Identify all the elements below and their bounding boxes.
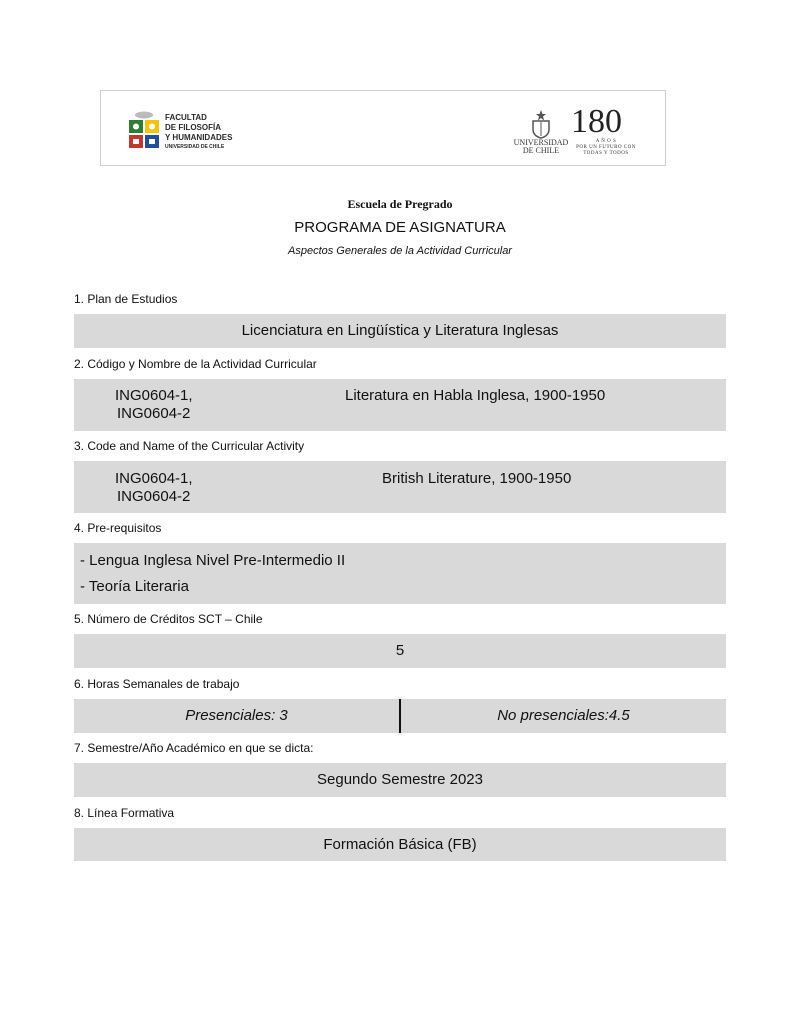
creditos-label: 5. Número de Créditos SCT – Chile <box>74 612 263 626</box>
creditos-field <box>74 634 726 668</box>
creditos-value: 5 <box>395 642 405 659</box>
prereq-field <box>74 543 726 604</box>
prereq-item-2: - Teoría Literaria <box>80 578 189 595</box>
anniversary-text: A Ñ O S POR UN FUTURO CON TODAS Y TODOS <box>576 139 636 156</box>
plan-field <box>74 314 726 348</box>
linea-label: 8. Línea Formativa <box>74 806 175 820</box>
codigo-code-2: ING0604-2 <box>117 405 191 422</box>
prereq-item-1: - Lengua Inglesa Nivel Pre-Intermedio II <box>80 552 346 569</box>
document-subtitle: Aspectos Generales de la Actividad Curricular <box>288 245 512 257</box>
school-name: Escuela de Pregrado <box>347 197 453 211</box>
code-en-field <box>74 461 726 513</box>
code-en-name: British Literature, 1900-1950 <box>382 470 572 487</box>
semestre-label: 7. Semestre/Año Académico en que se dicta: <box>74 741 314 755</box>
document-title: PROGRAMA DE ASIGNATURA <box>294 219 506 236</box>
plan-value: Licenciatura en Lingüística y Literatura Inglesas <box>241 322 559 339</box>
codigo-field <box>74 379 726 431</box>
code-en-code-2: ING0604-2 <box>117 488 191 505</box>
linea-field <box>74 828 726 861</box>
codigo-name: Literatura en Habla Inglesa, 1900-1950 <box>345 387 606 404</box>
codigo-code-1: ING0604-1, <box>115 387 193 404</box>
horas-field <box>74 699 726 733</box>
codigo-label: 2. Código y Nombre de la Actividad Curricular <box>74 357 317 371</box>
university-name: UNIVERSIDAD DE CHILE <box>513 138 569 155</box>
university-crest-icon <box>529 109 553 139</box>
linea-value: Formación Básica (FB) <box>323 836 477 853</box>
code-en-label: 3. Code and Name of the Curricular Activity <box>74 439 305 453</box>
faculty-name: FACULTAD DE FILOSOFÍA Y HUMANIDADES UNIVERSIDAD DE CHILE <box>165 113 233 150</box>
anniversary-number: 180 <box>571 103 622 140</box>
horas-no-presenciales: No presenciales:4.5 <box>497 707 630 724</box>
semestre-value: Segundo Semestre 2023 <box>317 771 483 788</box>
prereq-label: 4. Pre-requisitos <box>74 521 162 535</box>
faculty-logo-icon <box>127 111 161 151</box>
header-banner <box>100 90 666 166</box>
plan-label: 1. Plan de Estudios <box>74 292 178 306</box>
code-en-code-1: ING0604-1, <box>115 470 193 487</box>
horas-label: 6. Horas Semanales de trabajo <box>74 677 240 691</box>
semestre-field <box>74 763 726 797</box>
horas-presenciales: Presenciales: 3 <box>185 707 288 724</box>
